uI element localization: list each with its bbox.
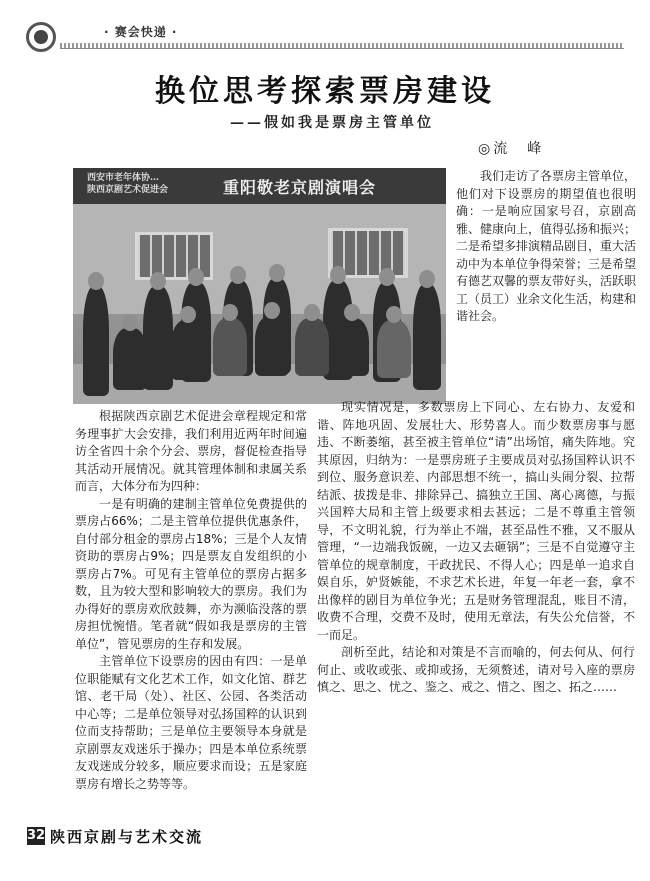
paragraph: 主管单位下设票房的因由有四：一是单位职能赋有文化艺术工作，如文化馆、群艺馆、老干局（处）、社区、公园、各类活动中心等；二是单位领导对弘扬国粹的认识到位而支持帮助；三是单位主要领导本身就是京剧票友戏迷乐于操办；四是本单位系统票友戏迷成分较多，顺应要求而设；五是家庭票房有增长之势等等。 (75, 654, 307, 791)
right-top-column (456, 168, 636, 326)
header-rule-solid (60, 48, 624, 49)
photo-person (413, 284, 441, 390)
section-label: · 赛会快递 · (104, 25, 178, 39)
banner-organizers (87, 172, 168, 196)
group-photo (73, 168, 446, 404)
photo-person-head (88, 272, 104, 290)
photo-person-head (330, 266, 346, 284)
photo-person-head (150, 272, 166, 290)
banner-organizer-line1: 西安市老年体协… (87, 173, 160, 183)
photo-person (83, 286, 109, 396)
photo-person (143, 286, 173, 390)
paragraph: 根据陕西京剧艺术促进会章程规定和常务理事扩大会安排，我们利用近两年时间遍访全省四十余个分会、票房，督促检查指导其活动开展情况。就其管理体制和隶属关系而言，大体分布为四种： (75, 409, 307, 493)
publication-name: 陕西京剧与艺术交流 (50, 828, 204, 846)
photo-person-head (344, 304, 360, 321)
photo-person-head (122, 314, 138, 331)
banner-organizer-line2: 陕西京剧艺术促进会 (87, 185, 169, 195)
photo-person (255, 316, 289, 376)
photo-person-head (188, 268, 204, 286)
paragraph: 我们走访了各票房主管单位，他们对下设票房的期望值也很明确：一是响应国家号召，京剧高雅、健康向上，值得弘扬和振兴；二是希望多排演精品剧目，重大活动中为本单位争得荣誉；三是希望有德艺双馨的票友带好头，活跃职工（员工）业余文化生活，构建和谐社会。 (456, 169, 637, 323)
photo-banner (73, 168, 446, 204)
photo-person (377, 320, 411, 378)
photo-person (335, 318, 369, 376)
article-title: 换位思考探索票房建设 (155, 74, 495, 109)
paragraph: 一是有明确的建制主管单位免费提供的票房占66%；二是主管单位提供优惠条件，自付部分租金的票房占18%；三是个人友情资助的票房占9%；四是票友自发组织的小票房占7%。可见有主管单位的票房占据多数，且为较大型和影响较大的票房。我们为办得好的票房欢欣鼓舞，亦为濒临没落的票房担忧惋惜。笔者就“假如我是票房的主管单位”，管见票房的生存和发展。 (75, 496, 307, 651)
magazine-logo-icon (26, 22, 56, 52)
article-subtitle: ——假如我是票房主管单位 (230, 115, 434, 131)
photo-person-head (304, 304, 320, 321)
photo-person (213, 318, 247, 376)
page-number: 32 (27, 828, 46, 843)
photo-person-head (230, 266, 246, 284)
left-column (75, 408, 307, 793)
article-author: ◎流 峰 (478, 141, 545, 157)
right-column (317, 399, 635, 697)
photo-person-head (386, 306, 402, 323)
photo-person (171, 320, 205, 380)
paragraph: 现实情况是，多数票房上下同心、左右协力、友爱和谐、阵地巩固、发展壮大、形势喜人。而少数票房事与愿违、不断萎缩，甚至被主管单位“请”出场馆，痛失阵地。究其原因，归纳为：一是票房班子主要成员对弘扬国粹认识不到位、服务意识差、内部思想不统一，搞山头闹分裂、拉帮结派、拔拨是非、排除异己、搞独立王国、离心离德，与振兴国粹大局和主管上级要求相去甚远；二是不尊重主管领导，不文明礼貌，行为举止不端，甚至品性不雅，又不服从管理，“一边端我饭碗，一边又去砸锅”；三是不自觉遵守主管单位的规章制度，干政扰民、不得人心；四是单一追求自娱自乐，妒贤嫉能，不求艺术长进，年复一年老一套，拿不出像样的剧目为单位争光；五是财务管理混乱，账目不清，收费不合理，交费不及时，使用无章法，有失公允信誉，不一而足。 (317, 400, 635, 642)
photo-person-head (264, 302, 280, 319)
photo-person-head (379, 268, 395, 286)
paragraph: 剖析至此，结论和对策是不言而喻的，何去何从、何行何止、或收或张、或抑或扬，无须赘述，请对号入座的票房慎之、思之、忧之、鉴之、戒之、惜之、图之、拓之…… (317, 645, 635, 694)
photo-person (295, 318, 329, 376)
photo-person-head (180, 306, 196, 323)
photo-person (113, 328, 147, 390)
photo-person-head (419, 270, 435, 288)
photo-person-head (269, 264, 285, 282)
banner-title: 重阳敬老京剧演唱会 (223, 178, 377, 197)
photo-person-head (222, 304, 238, 321)
